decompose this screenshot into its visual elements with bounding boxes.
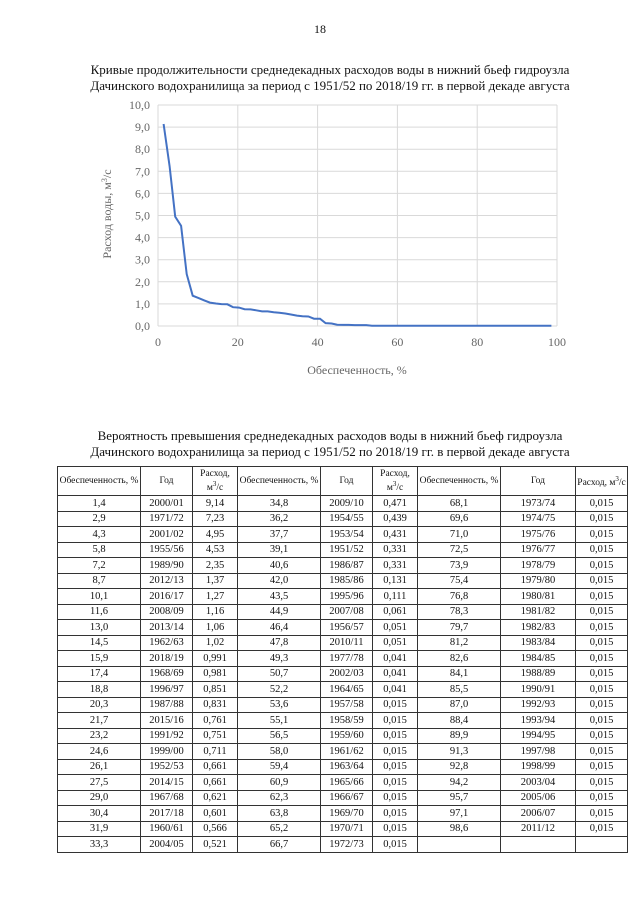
flow-cell [576,837,628,853]
probability-cell: 5,8 [58,542,141,558]
y-tick-label: 6,0 [135,186,150,201]
table-title-line-1: Вероятность превышения среднедекадных расходов воды в нижний бьеф гидроузла [97,428,563,443]
probability-cell: 7,2 [58,558,141,574]
flow-cell: 0,015 [373,744,418,760]
probability-cell: 2,9 [58,511,141,527]
flow-cell: 0,015 [373,728,418,744]
y-tick-label: 7,0 [135,164,150,179]
year-cell: 1984/85 [501,651,576,667]
year-cell: 2000/01 [141,496,193,512]
probability-cell: 65,2 [238,821,321,837]
table-row [58,620,628,636]
flow-cell: 1,16 [193,604,238,620]
year-cell: 2007/08 [321,604,373,620]
probability-cell: 56,5 [238,728,321,744]
header-probability: Обеспеченность, % [238,467,321,496]
chart-title-line-2: Дачинского водохранилища за период с 1951/52 по 2018/19 гг. в первой декаде августа [90,78,570,93]
x-tick-label: 100 [548,335,566,349]
probability-cell: 97,1 [418,806,501,822]
flow-cell: 0,015 [576,558,628,574]
y-tick-label: 5,0 [135,208,150,223]
year-cell: 1977/78 [321,651,373,667]
x-axis-ticks [155,335,566,349]
probability-cell: 4,3 [58,527,141,543]
year-cell: 2008/09 [141,604,193,620]
flow-cell: 0,015 [576,573,628,589]
table-row [58,573,628,589]
flow-cell: 0,015 [373,775,418,791]
year-cell: 1975/76 [501,527,576,543]
probability-cell: 52,2 [238,682,321,698]
flow-cell: 0,015 [576,496,628,512]
table-row [58,790,628,806]
probability-cell: 73,9 [418,558,501,574]
year-cell: 1990/91 [501,682,576,698]
year-cell: 1991/92 [141,728,193,744]
flow-cell: 0,015 [373,759,418,775]
probability-cell: 66,7 [238,837,321,853]
probability-cell: 78,3 [418,604,501,620]
flow-cell: 0,015 [576,744,628,760]
year-cell: 1955/56 [141,542,193,558]
flow-cell: 0,331 [373,558,418,574]
year-cell: 1964/65 [321,682,373,698]
year-cell: 1981/82 [501,604,576,620]
flow-cell: 0,015 [576,635,628,651]
table-row [58,496,628,512]
flow-cell: 0,041 [373,666,418,682]
flow-cell: 0,851 [193,682,238,698]
probability-cell: 94,2 [418,775,501,791]
probability-cell: 43,5 [238,589,321,605]
flow-cell: 0,015 [576,682,628,698]
x-tick-label: 80 [471,335,484,349]
probability-cell: 14,5 [58,635,141,651]
probability-cell: 39,1 [238,542,321,558]
flow-cell: 0,831 [193,697,238,713]
probability-cell: 84,1 [418,666,501,682]
table-row [58,527,628,543]
table-body [58,496,628,853]
table-header-row [58,467,628,496]
y-tick-label: 2,0 [135,274,150,289]
x-tick-label: 0 [155,335,161,349]
probability-cell: 92,8 [418,759,501,775]
year-cell: 2018/19 [141,651,193,667]
year-cell: 1979/80 [501,573,576,589]
y-axis-label: Расход воды, $м^3/с$ [99,169,114,259]
flow-cell: 4,53 [193,542,238,558]
year-cell: 1966/67 [321,790,373,806]
year-cell: 1970/71 [321,821,373,837]
flow-cell: 0,015 [576,806,628,822]
probability-cell: 87,0 [418,697,501,713]
y-tick-label: 3,0 [135,252,150,267]
flow-cell: 0,015 [576,759,628,775]
flow-cell: 0,981 [193,666,238,682]
probability-cell: 31,9 [58,821,141,837]
year-cell: 1986/87 [321,558,373,574]
year-cell: 1967/68 [141,790,193,806]
year-cell: 1963/64 [321,759,373,775]
probability-cell: 46,4 [238,620,321,636]
table-row [58,558,628,574]
table-row [58,604,628,620]
probability-cell: 24,6 [58,744,141,760]
flow-cell: 0,015 [576,651,628,667]
table-row [58,589,628,605]
year-cell: 1976/77 [501,542,576,558]
flow-cell: 0,331 [373,542,418,558]
probability-cell: 18,8 [58,682,141,698]
year-cell: 2015/16 [141,713,193,729]
probability-cell: 72,5 [418,542,501,558]
flow-cell: 9,14 [193,496,238,512]
year-cell: 1951/52 [321,542,373,558]
flow-cell: 4,95 [193,527,238,543]
probability-cell: 76,8 [418,589,501,605]
header-probability: Обеспеченность, % [418,467,501,496]
flow-cell: 0,015 [576,728,628,744]
year-cell: 1993/94 [501,713,576,729]
flow-cell: 0,015 [576,775,628,791]
year-cell: 1960/61 [141,821,193,837]
table-row [58,635,628,651]
year-cell: 1954/55 [321,511,373,527]
year-cell: 2005/06 [501,790,576,806]
flow-cell: 0,051 [373,620,418,636]
probability-cell: 62,3 [238,790,321,806]
probability-cell: 49,3 [238,651,321,667]
probability-cell: 95,7 [418,790,501,806]
table-row [58,728,628,744]
flow-cell: 1,37 [193,573,238,589]
year-cell: 1959/60 [321,728,373,744]
chart-gridlines [158,105,557,326]
probability-cell: 37,7 [238,527,321,543]
flow-cell: 0,711 [193,744,238,760]
flow-cell: 0,111 [373,589,418,605]
y-tick-label: 4,0 [135,230,150,245]
year-cell: 2001/02 [141,527,193,543]
year-cell: 1968/69 [141,666,193,682]
probability-cell: 59,4 [238,759,321,775]
year-cell: 1982/83 [501,620,576,636]
flow-cell: 0,015 [576,527,628,543]
year-cell: 1995/96 [321,589,373,605]
year-cell: 1956/57 [321,620,373,636]
year-cell [501,837,576,853]
flow-cell: 0,015 [373,837,418,853]
year-cell: 1999/00 [141,744,193,760]
flow-cell: 0,041 [373,651,418,667]
flow-cell: 0,015 [576,666,628,682]
probability-cell: 82,6 [418,651,501,667]
probability-cell: 36,2 [238,511,321,527]
flow-cell: 0,061 [373,604,418,620]
probability-cell: 27,5 [58,775,141,791]
year-cell: 1992/93 [501,697,576,713]
year-cell: 2002/03 [321,666,373,682]
probability-cell: 69,6 [418,511,501,527]
year-cell: 1961/62 [321,744,373,760]
flow-cell: 0,015 [576,620,628,636]
probability-cell: 8,7 [58,573,141,589]
flow-cell: 7,23 [193,511,238,527]
flow-cell: 0,015 [576,713,628,729]
flow-cell: 1,06 [193,620,238,636]
year-cell: 2012/13 [141,573,193,589]
table-title [40,428,620,460]
flow-cell: 0,051 [373,635,418,651]
y-tick-label: 10,0 [129,98,150,112]
probability-cell: 79,7 [418,620,501,636]
flow-cell: 0,015 [373,713,418,729]
flow-cell: 0,131 [373,573,418,589]
flow-duration-line [164,124,552,326]
probability-cell: 15,9 [58,651,141,667]
table-row [58,682,628,698]
flow-cell: 0,991 [193,651,238,667]
probability-cell: 1,4 [58,496,141,512]
year-cell: 2003/04 [501,775,576,791]
y-axis-ticks [129,98,150,333]
table-row [58,651,628,667]
flow-cell: 0,015 [373,790,418,806]
probability-cell: 88,4 [418,713,501,729]
table-title-line-2: Дачинского водохранилища за период с 1951/52 по 2018/19 гг. в первой декаде августа [90,444,570,459]
header-year: Год [141,467,193,496]
year-cell: 1974/75 [501,511,576,527]
probability-cell: 47,8 [238,635,321,651]
year-cell: 2017/18 [141,806,193,822]
flow-cell: 0,471 [373,496,418,512]
flow-cell: 0,521 [193,837,238,853]
flow-cell: 0,015 [373,821,418,837]
probability-cell: 23,2 [58,728,141,744]
flow-cell: 0,566 [193,821,238,837]
flow-cell: 0,661 [193,759,238,775]
year-cell: 1971/72 [141,511,193,527]
flow-cell: 0,041 [373,682,418,698]
probability-cell: 68,1 [418,496,501,512]
year-cell: 2014/15 [141,775,193,791]
year-cell: 1985/86 [321,573,373,589]
flow-cell: 0,621 [193,790,238,806]
year-cell: 2004/05 [141,837,193,853]
year-cell: 1989/90 [141,558,193,574]
probability-cell: 30,4 [58,806,141,822]
year-cell: 1958/59 [321,713,373,729]
flow-cell: 0,439 [373,511,418,527]
page-number: 18 [314,22,326,36]
y-tick-label: 9,0 [135,120,150,135]
probability-cell: 91,3 [418,744,501,760]
probability-cell: 40,6 [238,558,321,574]
header-flow: Расход, $м^3/с$ [576,467,628,496]
probability-cell: 34,8 [238,496,321,512]
chart-title [40,62,620,94]
probability-cell [418,837,501,853]
probability-cell: 10,1 [58,589,141,605]
x-tick-label: 60 [391,335,404,349]
year-cell: 1997/98 [501,744,576,760]
table-row [58,511,628,527]
year-cell: 1965/66 [321,775,373,791]
flow-cell: 0,015 [576,790,628,806]
flow-cell: 0,015 [576,604,628,620]
header-probability: Обеспеченность, % [58,467,141,496]
year-cell: 1994/95 [501,728,576,744]
flow-cell: 0,015 [373,697,418,713]
flow-cell: 0,015 [576,511,628,527]
probability-cell: 44,9 [238,604,321,620]
table-row [58,713,628,729]
probability-cell: 63,8 [238,806,321,822]
year-cell: 1988/89 [501,666,576,682]
year-cell: 1987/88 [141,697,193,713]
probability-cell: 60,9 [238,775,321,791]
flow-cell: 0,015 [576,542,628,558]
table-row [58,775,628,791]
probability-cell: 71,0 [418,527,501,543]
year-cell: 1953/54 [321,527,373,543]
year-cell: 1973/74 [501,496,576,512]
year-cell: 1952/53 [141,759,193,775]
year-cell: 1980/81 [501,589,576,605]
y-tick-label: 0,0 [135,319,150,333]
flow-cell: 0,431 [373,527,418,543]
x-tick-label: 40 [311,335,324,349]
year-cell: 2013/14 [141,620,193,636]
year-cell: 1962/63 [141,635,193,651]
year-cell: 1983/84 [501,635,576,651]
year-cell: 1996/97 [141,682,193,698]
table-row [58,759,628,775]
probability-cell: 33,3 [58,837,141,853]
table-row [58,806,628,822]
table-row [58,837,628,853]
flow-cell: 0,601 [193,806,238,822]
probability-cell: 75,4 [418,573,501,589]
header-flow: Расход, $м^3/с$ [193,467,238,496]
flow-cell: 0,015 [373,806,418,822]
flow-cell: 1,27 [193,589,238,605]
probability-cell: 58,0 [238,744,321,760]
probability-cell: 98,6 [418,821,501,837]
year-cell: 2009/10 [321,496,373,512]
y-tick-label: 1,0 [135,296,150,311]
probability-cell: 89,9 [418,728,501,744]
flow-cell: 0,751 [193,728,238,744]
header-flow: Расход, $м^3/с$ [373,467,418,496]
year-cell: 2011/12 [501,821,576,837]
probability-cell: 55,1 [238,713,321,729]
probability-cell: 20,3 [58,697,141,713]
header-year: Год [501,467,576,496]
flow-cell: 2,35 [193,558,238,574]
flow-cell: 0,015 [576,589,628,605]
probability-cell: 13,0 [58,620,141,636]
flow-cell: 0,661 [193,775,238,791]
probability-cell: 29,0 [58,790,141,806]
probability-cell: 53,6 [238,697,321,713]
x-axis-label: Обеспеченность, % [307,363,407,377]
table-row [58,542,628,558]
flow-cell: 1,02 [193,635,238,651]
flow-cell: 0,761 [193,713,238,729]
probability-cell: 11,6 [58,604,141,620]
year-cell: 1972/73 [321,837,373,853]
flow-cell: 0,015 [576,697,628,713]
table-row [58,821,628,837]
year-cell: 1978/79 [501,558,576,574]
header-year: Год [321,467,373,496]
year-cell: 2006/07 [501,806,576,822]
year-cell: 2016/17 [141,589,193,605]
duration-curve-chart [80,96,600,381]
table-row [58,666,628,682]
chart-title-line-1: Кривые продолжительности среднедекадных расходов воды в нижний бьеф гидроузла [90,62,570,77]
probability-cell: 81,2 [418,635,501,651]
probability-cell: 26,1 [58,759,141,775]
probability-cell: 50,7 [238,666,321,682]
table-row [58,744,628,760]
probability-cell: 17,4 [58,666,141,682]
flow-cell: 0,015 [576,821,628,837]
y-tick-label: 8,0 [135,142,150,157]
probability-cell: 42,0 [238,573,321,589]
probability-cell: 85,5 [418,682,501,698]
x-tick-label: 20 [231,335,244,349]
year-cell: 1998/99 [501,759,576,775]
probability-cell: 21,7 [58,713,141,729]
year-cell: 1969/70 [321,806,373,822]
year-cell: 2010/11 [321,635,373,651]
table-row [58,697,628,713]
probability-table [57,466,628,853]
year-cell: 1957/58 [321,697,373,713]
